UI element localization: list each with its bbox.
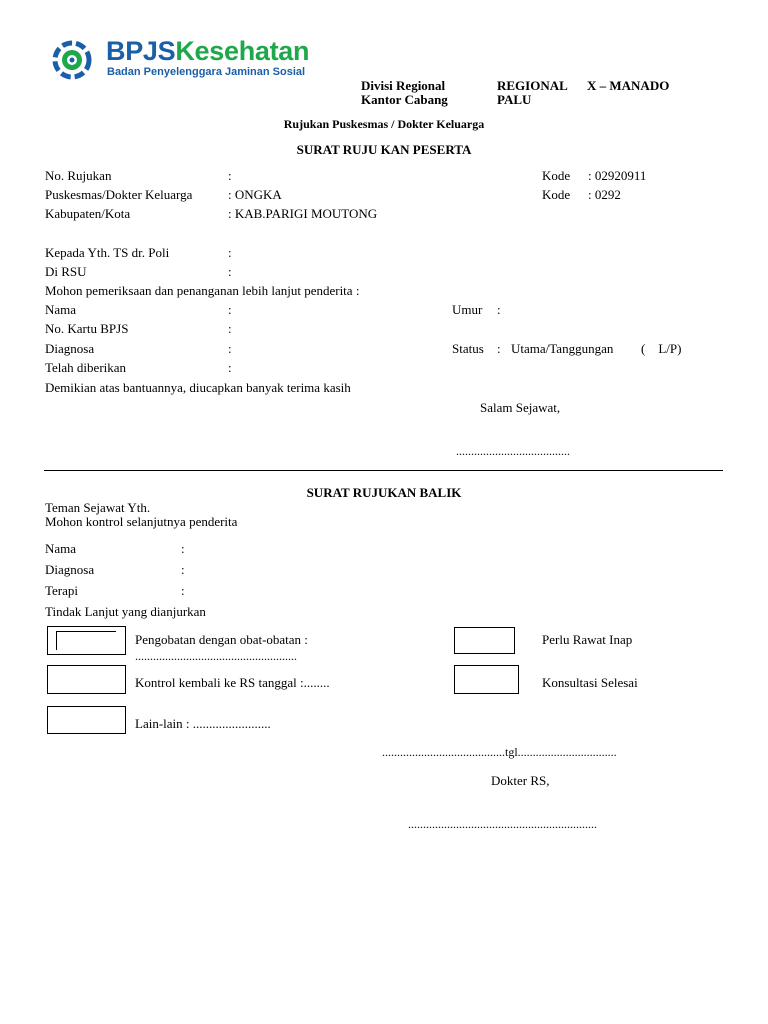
mohon-text: Mohon pemeriksaan dan penanganan lebih lanjut penderita : bbox=[45, 283, 360, 298]
diagnosa-value: : bbox=[228, 341, 232, 356]
bpjs-logo-icon bbox=[52, 40, 92, 80]
option-rawat-inap: Perlu Rawat Inap bbox=[542, 632, 633, 647]
status-gender: ( L/P) bbox=[641, 341, 682, 356]
checkbox-lain-lain[interactable] bbox=[47, 706, 126, 734]
balik-nama-value: : bbox=[181, 541, 185, 556]
divisi-value-a: REGIONAL bbox=[497, 78, 568, 93]
nama-value: : bbox=[228, 302, 232, 317]
balik-greeting: Teman Sejawat Yth. bbox=[45, 500, 151, 515]
tindak-lanjut-label: Tindak Lanjut yang dianjurkan bbox=[45, 604, 206, 619]
umur-value: : bbox=[497, 302, 501, 317]
balik-diagnosa-label: Diagnosa bbox=[45, 562, 95, 577]
kartu-bpjs-value: : bbox=[228, 321, 232, 336]
tgl-line: .........................................tgl................................. bbox=[382, 745, 617, 759]
status-colon: : bbox=[497, 341, 501, 356]
di-rsu-label: Di RSU bbox=[45, 264, 87, 279]
brand-tagline: Badan Penyelenggara Jaminan Sosial bbox=[107, 66, 306, 78]
kabupaten-label: Kabupaten/Kota bbox=[45, 206, 131, 221]
kepada-label: Kepada Yth. TS dr. Poli bbox=[45, 245, 170, 260]
option-konsultasi-selesai: Konsultasi Selesai bbox=[542, 675, 638, 690]
telah-diberikan-value: : bbox=[228, 360, 232, 375]
salam-text: Salam Sejawat, bbox=[480, 400, 561, 415]
checkbox-konsultasi-selesai[interactable] bbox=[454, 665, 519, 694]
balik-terapi-value: : bbox=[181, 583, 185, 598]
brand-name-bpjs: BPJS bbox=[106, 36, 176, 66]
option-pengobatan-dots: ...................................................... bbox=[135, 649, 297, 663]
document-title: SURAT RUJU KAN PESERTA bbox=[296, 142, 472, 157]
kantor-value: PALU bbox=[497, 92, 532, 107]
signature-line: ...................................... bbox=[456, 444, 570, 458]
balik-nama-label: Nama bbox=[45, 541, 77, 556]
closing-text: Demikian atas bantuannya, diucapkan banyak terima kasih bbox=[45, 380, 351, 395]
checkbox-kontrol[interactable] bbox=[47, 665, 126, 694]
puskesmas-label: Puskesmas/Dokter Keluarga bbox=[45, 187, 193, 202]
option-lain-lain: Lain-lain : ........................ bbox=[135, 716, 271, 731]
kode-2-label: Kode bbox=[542, 187, 571, 202]
section-divider bbox=[44, 470, 723, 471]
dokter-rs-label: Dokter RS, bbox=[491, 773, 550, 788]
umur-label: Umur bbox=[452, 302, 483, 317]
checkbox-inner-mark bbox=[56, 631, 116, 650]
diagnosa-label: Diagnosa bbox=[45, 341, 95, 356]
telah-diberikan-label: Telah diberikan bbox=[45, 360, 127, 375]
kode-2-value: : 0292 bbox=[588, 187, 621, 202]
status-label: Status bbox=[452, 341, 484, 356]
option-kontrol: Kontrol kembali ke RS tanggal :........ bbox=[135, 675, 330, 690]
kartu-bpjs-label: No. Kartu BPJS bbox=[45, 321, 129, 336]
brand-wordmark bbox=[106, 36, 309, 79]
dokter-signature-line: ............................................................... bbox=[408, 817, 597, 831]
balik-mohon: Mohon kontrol selanjutnya penderita bbox=[45, 514, 238, 529]
checkbox-pengobatan[interactable] bbox=[47, 626, 126, 655]
no-rujukan-value: : bbox=[228, 168, 232, 183]
kepada-value: : bbox=[228, 245, 232, 260]
kode-1-label: Kode bbox=[542, 168, 571, 183]
kantor-label: Kantor Cabang bbox=[361, 92, 448, 107]
divisi-value-b: X – MANADO bbox=[587, 78, 670, 93]
balik-title: SURAT RUJUKAN BALIK bbox=[306, 485, 462, 500]
option-pengobatan: Pengobatan dengan obat-obatan : bbox=[135, 632, 308, 647]
kabupaten-value: : KAB.PARIGI MOUTONG bbox=[228, 206, 378, 221]
checkbox-rawat-inap[interactable] bbox=[454, 627, 515, 654]
puskesmas-value: : ONGKA bbox=[228, 187, 282, 202]
nama-label: Nama bbox=[45, 302, 77, 317]
brand-name-kesehatan: Kesehatan bbox=[175, 36, 310, 66]
no-rujukan-label: No. Rujukan bbox=[45, 168, 112, 183]
kode-1-value: : 02920911 bbox=[588, 168, 647, 183]
di-rsu-value: : bbox=[228, 264, 232, 279]
status-value: Utama/Tanggungan bbox=[511, 341, 614, 356]
balik-terapi-label: Terapi bbox=[45, 583, 79, 598]
divisi-label: Divisi Regional bbox=[361, 78, 446, 93]
document-subtitle: Rujukan Puskesmas / Dokter Keluarga bbox=[283, 117, 485, 131]
balik-diagnosa-value: : bbox=[181, 562, 185, 577]
